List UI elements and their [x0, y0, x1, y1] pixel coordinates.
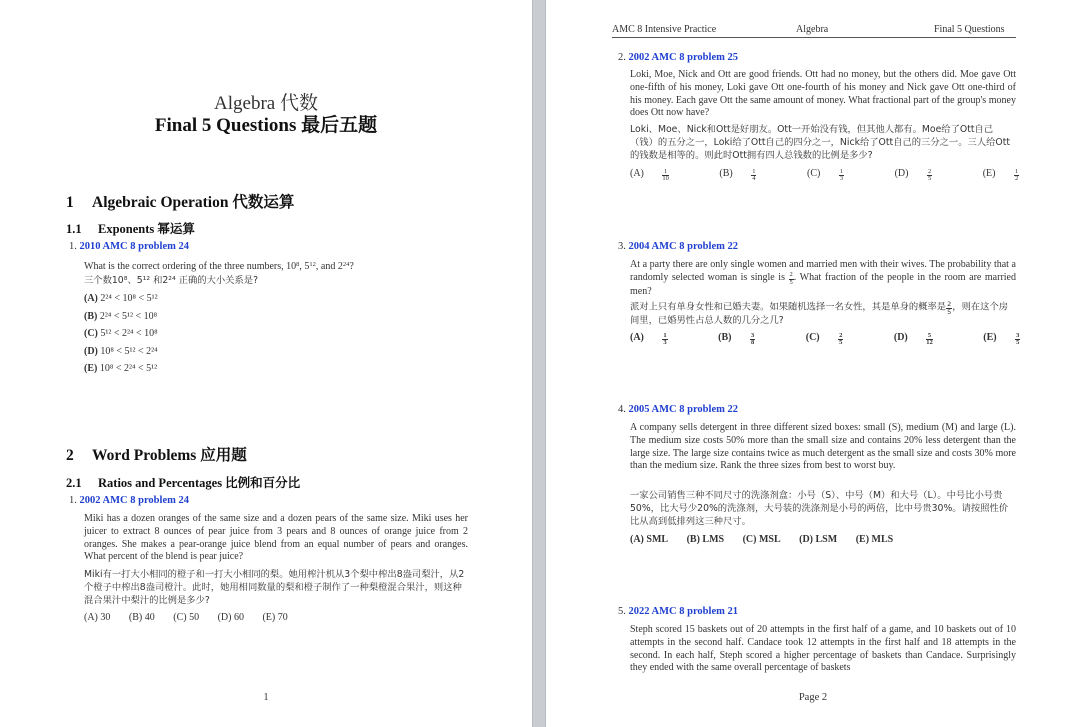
problem-number: 5.: [618, 606, 626, 617]
section-title: Algebraic Operation 代数运算: [92, 194, 295, 211]
subsection-title: Exponents 幂运算: [98, 222, 195, 236]
option-e[interactable]: (E) $\frac{1}{2}$: [982, 167, 1019, 182]
option-a[interactable]: (A) $\frac{1}{10}$: [630, 167, 669, 182]
problem-text-zh: 三个数10⁸、5¹² 和2²⁴ 正确的大小关系是?: [84, 275, 258, 286]
problem-source-link[interactable]: 2002 AMC 8 problem 25: [628, 52, 738, 63]
option-e[interactable]: (E) MLS: [855, 534, 894, 545]
option-c[interactable]: (C) MSL: [742, 534, 781, 545]
header-rule: [612, 37, 1016, 38]
answer-options: [84, 612, 304, 623]
page-number: Page 2: [798, 692, 828, 703]
option-b[interactable]: (B) LMS: [686, 534, 725, 545]
option-d[interactable]: (D) 10⁸ < 5¹² < 2²⁴: [84, 345, 158, 357]
option-e[interactable]: (E) $\frac{3}{5}$: [983, 331, 1020, 346]
section-heading: [66, 190, 294, 212]
running-header-right: Final 5 Questions: [934, 24, 1005, 35]
answer-options: [630, 168, 1067, 183]
section-number: 2: [66, 447, 74, 464]
option-b[interactable]: (B) 40: [128, 612, 155, 623]
problem-source-link[interactable]: 2022 AMC 8 problem 21: [628, 606, 738, 617]
page-number: 1: [263, 692, 269, 703]
problem-heading: [618, 52, 738, 63]
subsection-number: 2.1: [66, 476, 82, 490]
problem-text-en: What is the correct ordering of the three numbers, $10^8$, $5^{12}$, and $2^{24}$?: [84, 261, 354, 272]
problem-number: 3.: [618, 241, 626, 252]
running-header-left: AMC 8 Intensive Practice: [612, 24, 717, 35]
subsection-number: 1.1: [66, 222, 82, 236]
problem-number: 2.: [618, 52, 626, 63]
problem-number: 4.: [618, 404, 626, 415]
problem-text-en: A company sells detergent in three different sized boxes: small (S), medium (M) and large (L). The medium size costs 50% more than the small size and contains 20% less detergent than the large size. The large size contains twice as much detergent as the small size and costs 30% more than the medium size. Rank the three sizes from best to worst buy.: [630, 422, 1016, 472]
page-1: [0, 0, 532, 727]
problem-heading: [618, 606, 738, 617]
document-title-line1: Algebra 代数: [214, 93, 318, 114]
subsection-title: Ratios and Percentages 比例和百分比: [98, 476, 301, 490]
subsection-heading: [66, 219, 195, 237]
option-c[interactable]: (C) $\frac{1}{3}$: [806, 167, 844, 182]
problem-text-en: Loki, Moe, Nick and Ott are good friends. Ott had no money, but the others did. Moe gave Ott one-fifth of his money, Loki gave Ott one-fourth of his money and Nick gave Ott one-third of his money. Each gave Ott the same amount of money. What fractional part of the group's money does Ott now have?: [630, 69, 1016, 119]
problem-text-en: At a party there are only single women and married men with their wives. The probability that a randomly selected woman is single is $\frac{2}{5}$ . What fraction of the people in the room are married men?: [630, 259, 1016, 298]
option-a[interactable]: (A) 30: [84, 612, 111, 623]
answer-options: [630, 534, 909, 545]
problem-number: 1.: [69, 241, 77, 252]
option-b[interactable]: (B) $\frac{3}{8}$: [718, 331, 755, 346]
option-c[interactable]: (C) $\frac{2}{5}$: [805, 331, 843, 346]
problem-text-en: Steph scored 15 baskets out of 20 attempts in the first half of a game, and 10 baskets out of 10 attempts in the second half. Candace took 12 attempts in the first half and 18 attempts in the second. In each half, Steph scored a higher percentage of baskets than Candace. Surprisingly they ended with the same overall percentage of baskets: [630, 624, 1016, 674]
problem-heading: [69, 241, 189, 252]
option-d[interactable]: (D) $\frac{5}{12}$: [893, 331, 933, 346]
option-d[interactable]: (D) LSM: [799, 534, 838, 545]
problem-text-zh: Miki有一打大小相同的橙子和一打大小相同的梨。她用榨汁机从3个梨中榨出8盎司梨汁，从2个橙子中榨出8盎司橙汁。此时，她用相同数量的梨和橙子制作了一种梨橙混合果汁，则这种混合果汁中梨汁的比例是多少?: [84, 569, 465, 606]
option-a[interactable]: (A) 2²⁴ < 10⁸ < 5¹²: [84, 293, 158, 304]
problem-source-link[interactable]: 2010 AMC 8 problem 24: [79, 241, 189, 252]
page-2: [546, 0, 1080, 727]
problem-source-link[interactable]: 2005 AMC 8 problem 22: [628, 404, 738, 415]
problem-heading: [69, 495, 189, 506]
problem-heading: [618, 241, 738, 252]
section-number: 1: [66, 194, 74, 211]
option-b[interactable]: (B) $\frac{1}{4}$: [719, 167, 756, 182]
option-d[interactable]: (D) $\frac{2}{5}$: [894, 167, 932, 182]
section-heading: [66, 443, 247, 465]
answer-options: [630, 332, 1068, 347]
option-e[interactable]: (E) 10⁸ < 2²⁴ < 5¹²: [84, 363, 158, 374]
problem-source-link[interactable]: 2004 AMC 8 problem 22: [628, 241, 738, 252]
problem-text-zh: 派对上只有单身女性和已婚夫妻。如果随机选择一名女性，其是单身的概率是 $\frac{2}{5}$ ，则在这个房间里，已婚男性占总人数的几分之几?: [630, 300, 1009, 326]
option-a[interactable]: (A) SML: [630, 534, 669, 545]
option-a[interactable]: (A) $\frac{1}{3}$: [630, 331, 667, 346]
running-header-center: Algebra: [796, 24, 829, 35]
option-c[interactable]: (C) 5¹² < 2²⁴ < 10⁸: [84, 328, 158, 339]
problem-source-link[interactable]: 2002 AMC 8 problem 24: [79, 495, 189, 506]
option-c[interactable]: (C) 50: [173, 612, 200, 623]
problem-text-zh: 一家公司销售三种不同尺寸的洗涤剂盒：小号（S）、中号（M）和大号（L）。中号比小号贵50%，比大号少20%的洗涤剂，大号装的洗涤剂是小号的两倍，比中号贵30%。请按照性价比从高到低排列这三种尺寸。: [630, 490, 1009, 527]
problem-text-zh: Loki、Moe、Nick和Ott是好朋友。Ott一开始没有钱，但其他人都有。Moe给了Ott自己（钱）的五分之一，Loki给了Ott自己的四分之一，Nick给了Ott自己的三分之一。三人给Ott的钱数是相等的。则此时Ott拥有四人总钱数的比例是多少?: [630, 124, 1011, 161]
option-e[interactable]: (E) 70: [262, 612, 288, 623]
option-b[interactable]: (B) 2²⁴ < 5¹² < 10⁸: [84, 310, 158, 322]
subsection-heading: [66, 473, 300, 491]
answer-options: [84, 290, 384, 378]
problem-heading: [618, 404, 738, 415]
page-gutter: [532, 0, 546, 727]
problem-text-en: Miki has a dozen oranges of the same size and a dozen pears of the same size. Miki uses her juicer to extract 8 ounces of pear juice from 3 pears and 8 ounces of orange juice from 2 oranges. She makes a pear-orange juice blend from an equal number of pears and oranges. What percent of the blend is pear juice?: [84, 513, 468, 563]
option-d[interactable]: (D) 60: [217, 612, 244, 623]
section-title: Word Problems 应用题: [92, 447, 247, 464]
problem-number: 1.: [69, 495, 77, 506]
document-title-line2: Final 5 Questions 最后五题: [154, 115, 378, 136]
